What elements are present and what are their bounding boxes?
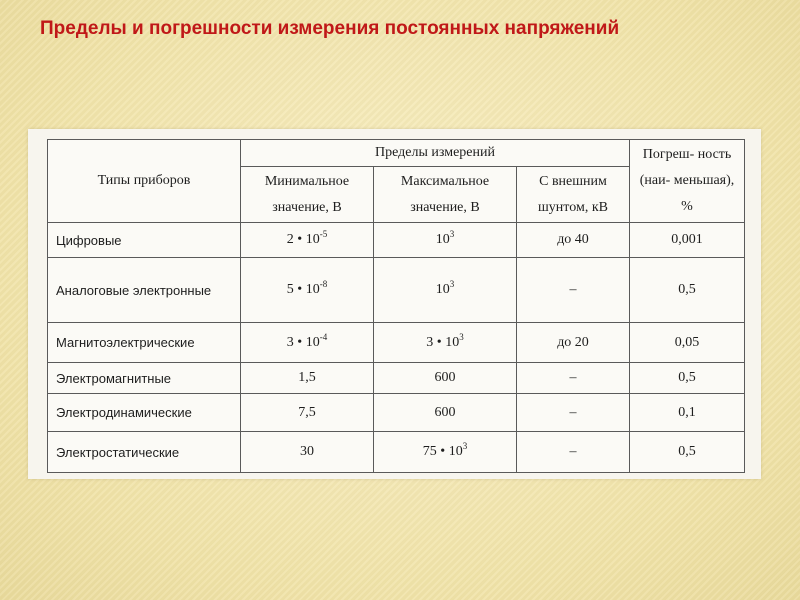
cell-min: 1,5 (241, 363, 374, 394)
cell-max: $10^3$ (374, 223, 517, 258)
cell-shunt: – (517, 258, 630, 323)
header-shunt: С внешним шунтом, кВ (517, 167, 630, 223)
cell-min: 2 • $10^{-5}$ (241, 223, 374, 258)
cell-error: 0,5 (630, 258, 745, 323)
header-error: Погреш- ность (наи- меньшая), % (630, 140, 745, 223)
cell-type: Электродинамические (48, 394, 241, 432)
table-panel (28, 129, 761, 479)
table-row (48, 323, 745, 363)
cell-type: Аналоговые электронные (48, 258, 241, 323)
cell-error: 0,001 (630, 223, 745, 258)
cell-type: Цифровые (48, 223, 241, 258)
cell-error: 0,1 (630, 394, 745, 432)
cell-min: 3 • $10^{-4}$ (241, 323, 374, 363)
cell-max: 3 • $10^3$ (374, 323, 517, 363)
measurement-limits-table (47, 139, 745, 473)
cell-min: 7,5 (241, 394, 374, 432)
cell-shunt: – (517, 432, 630, 473)
cell-shunt: – (517, 394, 630, 432)
cell-max: 600 (374, 394, 517, 432)
header-min: Минимальное значение, В (241, 167, 374, 223)
cell-error: 0,05 (630, 323, 745, 363)
table-row (48, 394, 745, 432)
table-row (48, 223, 745, 258)
cell-error: 0,5 (630, 432, 745, 473)
header-limits: Пределы измерений (241, 140, 630, 167)
cell-type: Электростатические (48, 432, 241, 473)
cell-shunt: до 40 (517, 223, 630, 258)
cell-error: 0,5 (630, 363, 745, 394)
cell-shunt: – (517, 363, 630, 394)
cell-max: 600 (374, 363, 517, 394)
table-row (48, 363, 745, 394)
cell-min: 5 • $10^{-8}$ (241, 258, 374, 323)
cell-type: Магнитоэлектрические (48, 323, 241, 363)
cell-max: $10^3$ (374, 258, 517, 323)
cell-max: 75 • $10^3$ (374, 432, 517, 473)
header-max: Максимальное значение, В (374, 167, 517, 223)
cell-min: 30 (241, 432, 374, 473)
cell-type: Электромагнитные (48, 363, 241, 394)
cell-shunt: до 20 (517, 323, 630, 363)
table-row (48, 258, 745, 323)
table-row (48, 432, 745, 473)
header-types: Типы приборов (48, 140, 241, 223)
slide-title: Пределы и погрешности измерения постоянных напряжений (40, 18, 620, 39)
